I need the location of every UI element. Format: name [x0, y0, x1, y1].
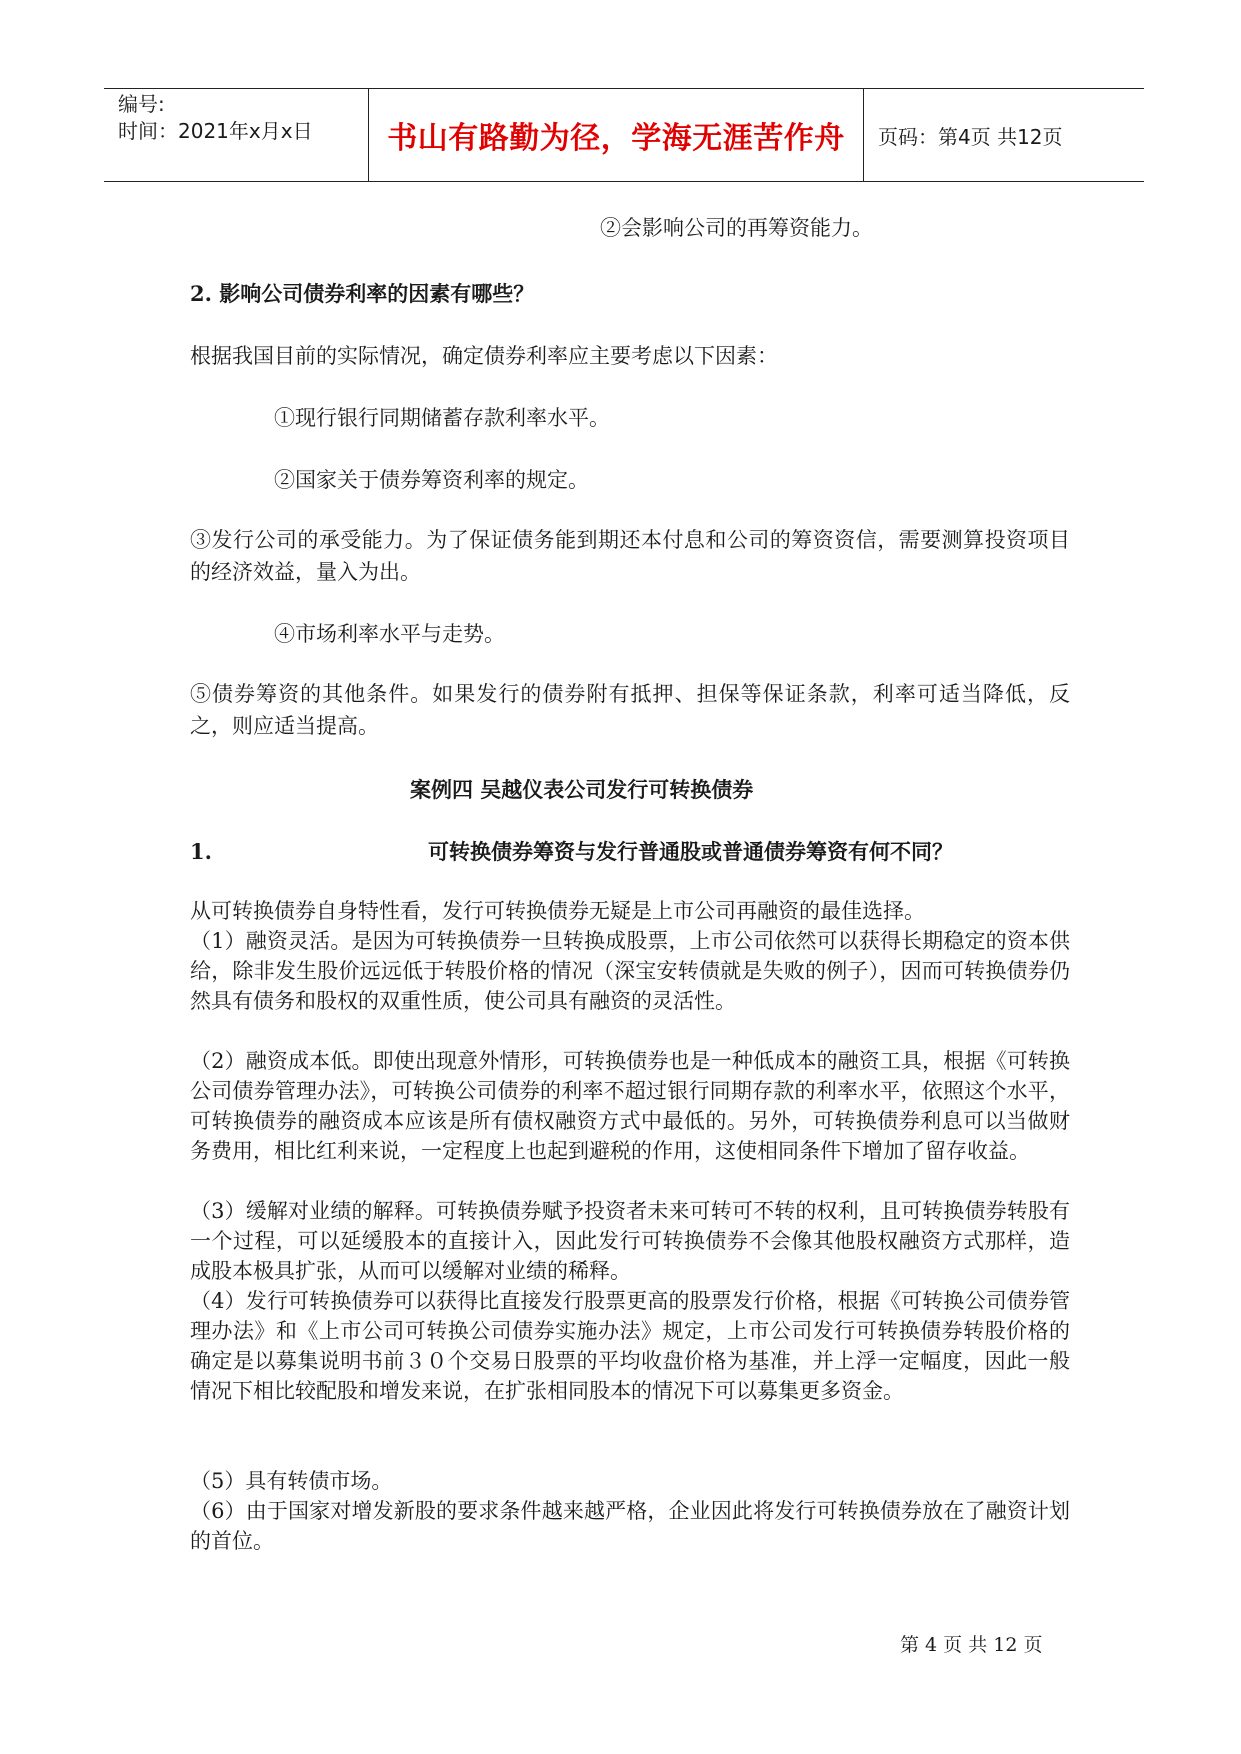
- case-4-point-4: （4）发行可转换债券可以获得比直接发行股票更高的股票发行价格，根据《可转换公司债券管理办法》和《上市公司可转换公司债券实施办法》规定，上市公司发行可转换债券转股价格的确定是以募集说明书前３０个交易日股票的平均收盘价格为基准，并上浮一定幅度，因此一般情况下相比较配股和增发来说，在扩张相同股本的情况下可以募集更多资金。: [190, 1289, 1070, 1403]
- factor-item-1: ①现行银行同期储蓄存款利率水平。: [274, 406, 610, 430]
- case-4-point-2: （2）融资成本低。即使出现意外情形，可转换债券也是一种低成本的融资工具，根据《可转换公司债券管理办法》，可转换公司债券的利率不超过银行同期存款的利率水平，依照这个水平，可转换债券的融资成本应该是所有债权融资方式中最低的。另外，可转换债券利息可以当做财务费用，相比红利来说，一定程度上也起到避税的作用，这使相同条件下增加了留存收益。: [190, 1049, 1070, 1163]
- continued-line: ②会影响公司的再筹资能力。: [600, 216, 873, 240]
- factor-item-4: ④市场利率水平与走势。: [274, 622, 505, 646]
- factor-item-5: ⑤债券筹资的其他条件。如果发行的债券附有抵押、担保等保证条款，利率可适当降低，反之，则应适当提高。: [190, 682, 1070, 738]
- time-label: 时间：2021年x月x日: [118, 119, 313, 143]
- case-4-title: 案例四 吴越仪表公司发行可转换债券: [410, 777, 754, 802]
- case-4-intro: 从可转换债券自身特性看，发行可转换债券无疑是上市公司再融资的最佳选择。: [190, 899, 925, 923]
- case-4-question-number: 1.: [190, 839, 212, 864]
- header-motto: 书山有路勤为径，学海无涯苦作舟: [369, 89, 864, 181]
- case-4-point-1: （1）融资灵活。是因为可转换债券一旦转换成股票，上市公司依然可以获得长期稳定的资本供给，除非发生股价远远低于转股价格的情况（深宝安转债就是失败的例子），因而可转换债券仍然具有债务和股权的双重性质，使公司具有融资的灵活性。: [190, 929, 1070, 1013]
- case-4-point-3: （3）缓解对业绩的解释。可转换债券赋予投资者未来可转可不转的权利，且可转换债券转股有一个过程，可以延缓股本的直接计入，因此发行可转换债券不会像其他股权融资方式那样，造成股本极具扩张，从而可以缓解对业绩的稀释。: [190, 1199, 1070, 1283]
- factor-item-2: ②国家关于债券筹资利率的规定。: [274, 468, 589, 492]
- case-4-question-text: 可转换债券筹资与发行普通股或普通债券筹资有何不同？: [428, 839, 953, 864]
- page-footer: 第 4 页 共 12 页: [900, 1634, 1043, 1656]
- question-2-heading: 2. 影响公司债券利率的因素有哪些？: [190, 281, 535, 306]
- page-header: [104, 88, 1144, 182]
- header-page-info: 页码：第4页 共12页: [878, 124, 1063, 149]
- case-4-point-5: （5）具有转债市场。: [190, 1469, 393, 1493]
- question-2-intro: 根据我国目前的实际情况，确定债券利率应主要考虑以下因素：: [190, 344, 778, 368]
- serial-label: 编号:: [118, 92, 165, 116]
- header-meta-cell: [104, 89, 369, 181]
- case-4-point-6: （6）由于国家对增发新股的要求条件越来越严格，企业因此将发行可转换债券放在了融资计划的首位。: [190, 1499, 1070, 1553]
- factor-item-3: ③发行公司的承受能力。为了保证债务能到期还本付息和公司的筹资资信，需要测算投资项目的经济效益，量入为出。: [190, 528, 1070, 584]
